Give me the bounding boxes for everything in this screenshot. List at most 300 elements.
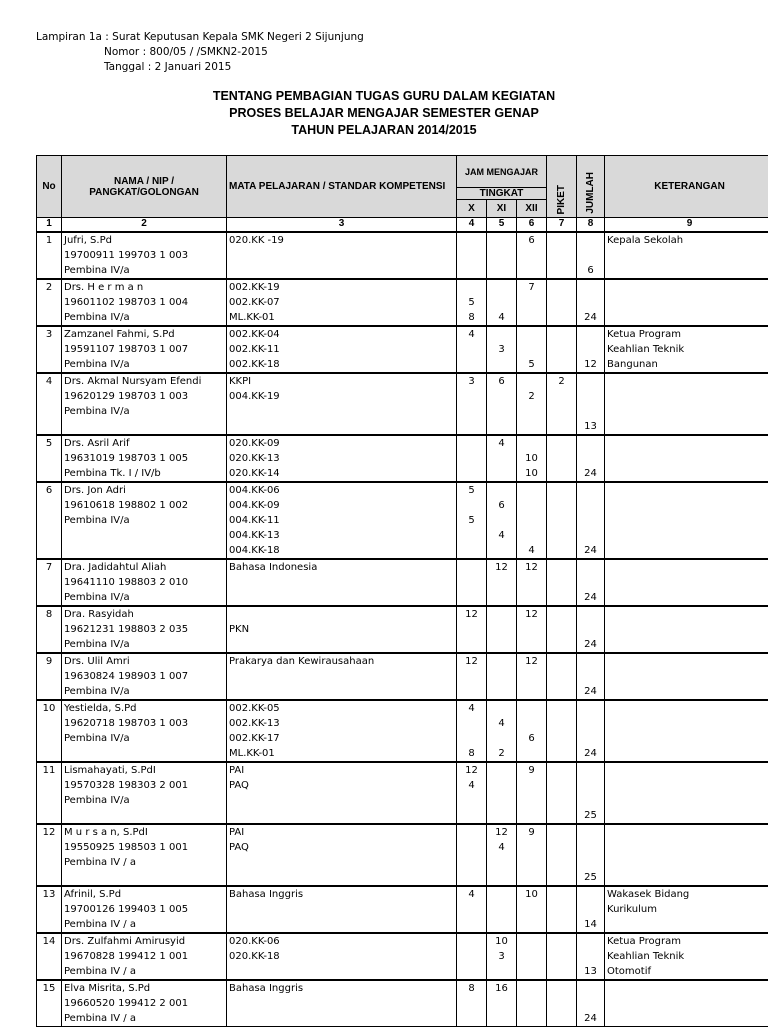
hours-x-line: 4 <box>459 778 484 793</box>
duty-hours-line <box>549 716 574 731</box>
row-number-text: 8 <box>39 607 59 622</box>
hours-xi-line <box>489 233 514 248</box>
duty-hours-line <box>549 701 574 716</box>
teacher-info-line: Drs. Zulfahmi Amirusyid <box>64 934 224 949</box>
subject-list-line <box>229 793 454 808</box>
duty-hours-line <box>549 778 574 793</box>
hours-xi-line <box>489 684 514 699</box>
total-hours <box>577 435 605 482</box>
teacher-info-line: Drs. Ulil Amri <box>64 654 224 669</box>
teacher-info-line: 19591107 198703 1 007 <box>64 342 224 357</box>
hours-xii-line <box>519 855 544 870</box>
header-attachment-line: Lampiran 1a : Surat Keputusan Kepala SMK Negeri 2 Sijunjung <box>36 30 364 45</box>
row-number-text: 5 <box>39 436 59 451</box>
hours-xi-line <box>489 731 514 746</box>
duty-hours-line <box>549 746 574 761</box>
subject-list <box>227 762 457 824</box>
hours-x-line <box>459 840 484 855</box>
total-hours-line <box>579 342 602 357</box>
subject-list-line <box>229 870 454 885</box>
subject-list-line: ML.KK-01 <box>229 310 454 325</box>
subject-list <box>227 824 457 886</box>
hours-xi-line <box>489 575 514 590</box>
duty-hours-line <box>549 327 574 342</box>
total-hours-line: 24 <box>579 746 602 761</box>
duty-hours-line <box>549 528 574 543</box>
duty-hours-line <box>549 263 574 278</box>
row-number <box>37 653 62 700</box>
teacher-info <box>62 886 227 933</box>
hours-xi-line <box>489 280 514 295</box>
duty-hours-line <box>549 731 574 746</box>
total-hours-line: 24 <box>579 466 602 481</box>
hours-x-line <box>459 917 484 932</box>
hours-xii-line <box>519 917 544 932</box>
subject-list-line: Bahasa Inggris <box>229 887 454 902</box>
hours-xii <box>517 232 547 279</box>
hours-xi-line <box>489 466 514 481</box>
notes-line: Wakasek Bidang <box>607 887 768 902</box>
teacher-info-line: 19620718 198703 1 003 <box>64 716 224 731</box>
total-hours-line <box>579 528 602 543</box>
hours-xii <box>517 482 547 559</box>
subject-list-line: 002.KK-19 <box>229 280 454 295</box>
hours-x-line: 4 <box>459 887 484 902</box>
teacher-info-line: Pembina IV/a <box>64 310 224 325</box>
teacher-info-line <box>64 808 224 823</box>
teacher-info <box>62 762 227 824</box>
hours-xii-line <box>519 996 544 1011</box>
subject-list-line: 004.KK-18 <box>229 543 454 558</box>
hours-x-line: 8 <box>459 310 484 325</box>
hours-xi <box>487 279 517 326</box>
hours-x-line <box>459 543 484 558</box>
row-number <box>37 933 62 980</box>
hours-x <box>457 886 487 933</box>
row-number-text: 10 <box>39 701 59 716</box>
total-hours-line <box>579 902 602 917</box>
notes <box>605 482 768 559</box>
header-notes: KETERANGAN <box>605 156 768 218</box>
hours-x-line: 12 <box>459 607 484 622</box>
row-number <box>37 373 62 435</box>
table-row <box>37 232 768 279</box>
column-number-7: 7 <box>547 218 577 232</box>
hours-xii-line: 10 <box>519 466 544 481</box>
total-hours-line <box>579 763 602 778</box>
subject-list-line <box>229 263 454 278</box>
hours-x <box>457 232 487 279</box>
total-hours-line: 12 <box>579 357 602 372</box>
hours-xii-line <box>519 528 544 543</box>
hours-xii-line: 2 <box>519 389 544 404</box>
teacher-info-line: 19621231 198803 2 035 <box>64 622 224 637</box>
row-number <box>37 824 62 886</box>
header-teaching-hours: JAM MENGAJAR <box>457 156 547 188</box>
subject-list <box>227 653 457 700</box>
hours-xi-line: 3 <box>489 949 514 964</box>
notes <box>605 435 768 482</box>
subject-list-line: 020.KK-13 <box>229 451 454 466</box>
hours-xi-line <box>489 996 514 1011</box>
duty-hours <box>547 559 577 606</box>
subject-list-line: 002.KK-07 <box>229 295 454 310</box>
notes-line: Ketua Program <box>607 327 768 342</box>
notes <box>605 700 768 762</box>
row-number <box>37 980 62 1027</box>
subject-list-line: Bahasa Inggris <box>229 981 454 996</box>
table-row <box>37 326 768 373</box>
header-no: No <box>37 156 62 218</box>
teacher-info-line: 19641110 198803 2 010 <box>64 575 224 590</box>
duty-hours-line <box>549 295 574 310</box>
column-number-3: 3 <box>227 218 457 232</box>
hours-xi-line <box>489 263 514 278</box>
notes <box>605 279 768 326</box>
header-grade-xi: XI <box>487 200 517 218</box>
hours-xi-line: 12 <box>489 560 514 575</box>
hours-xi-line <box>489 1011 514 1026</box>
total-hours-line <box>579 483 602 498</box>
duty-hours <box>547 279 577 326</box>
duty-hours-line <box>549 451 574 466</box>
hours-xii-line: 6 <box>519 731 544 746</box>
teacher-assignment-table <box>36 155 768 1027</box>
hours-xi-line: 6 <box>489 374 514 389</box>
row-number <box>37 762 62 824</box>
table-row <box>37 279 768 326</box>
teacher-info-line: Pembina IV/a <box>64 263 224 278</box>
teacher-info-line: 19550925 198503 1 001 <box>64 840 224 855</box>
subject-list-line: 020.KK-09 <box>229 436 454 451</box>
hours-x-line <box>459 716 484 731</box>
hours-x-line <box>459 870 484 885</box>
row-number <box>37 700 62 762</box>
duty-hours-line <box>549 917 574 932</box>
total-hours <box>577 326 605 373</box>
hours-x-line <box>459 637 484 652</box>
duty-hours <box>547 933 577 980</box>
hours-xi <box>487 482 517 559</box>
duty-hours <box>547 606 577 653</box>
duty-hours <box>547 232 577 279</box>
total-hours <box>577 886 605 933</box>
duty-hours-line <box>549 949 574 964</box>
column-number-4: 4 <box>457 218 487 232</box>
hours-x-line <box>459 934 484 949</box>
hours-xii <box>517 326 547 373</box>
hours-x <box>457 606 487 653</box>
teacher-info-line: Pembina IV/a <box>64 731 224 746</box>
teacher-info-line: 19660520 199412 2 001 <box>64 996 224 1011</box>
notes <box>605 933 768 980</box>
subject-list-line <box>229 575 454 590</box>
hours-xii-line <box>519 342 544 357</box>
hours-xii-line <box>519 419 544 434</box>
hours-xi-line <box>489 295 514 310</box>
teacher-info-line: Pembina IV / a <box>64 964 224 979</box>
subject-list-line: 004.KK-09 <box>229 498 454 513</box>
row-number <box>37 606 62 653</box>
duty-hours-line <box>549 419 574 434</box>
table-row <box>37 606 768 653</box>
hours-x-line <box>459 684 484 699</box>
row-number-text: 14 <box>39 934 59 949</box>
total-hours-line <box>579 716 602 731</box>
hours-xi-line <box>489 622 514 637</box>
total-hours-line <box>579 607 602 622</box>
duty-hours-line <box>549 357 574 372</box>
hours-x-line <box>459 855 484 870</box>
hours-xii-line <box>519 793 544 808</box>
duty-hours-line <box>549 808 574 823</box>
total-hours-line <box>579 731 602 746</box>
hours-x <box>457 700 487 762</box>
hours-xi-line <box>489 917 514 932</box>
hours-x-line: 4 <box>459 327 484 342</box>
hours-xii-line <box>519 1011 544 1026</box>
hours-xi-line <box>489 404 514 419</box>
total-hours-line <box>579 233 602 248</box>
hours-x-line: 12 <box>459 763 484 778</box>
hours-x-line <box>459 825 484 840</box>
hours-x-line <box>459 731 484 746</box>
hours-xii <box>517 559 547 606</box>
total-hours-line <box>579 793 602 808</box>
subject-list-line: 002.KK-13 <box>229 716 454 731</box>
hours-xii <box>517 373 547 435</box>
subject-list <box>227 482 457 559</box>
hours-xii-line <box>519 981 544 996</box>
subject-list-line: KKPI <box>229 374 454 389</box>
total-hours-line <box>579 436 602 451</box>
subject-list-line <box>229 419 454 434</box>
hours-xii-line <box>519 436 544 451</box>
subject-list-line: 002.KK-05 <box>229 701 454 716</box>
duty-hours-line <box>549 684 574 699</box>
row-number <box>37 435 62 482</box>
row-number-text: 4 <box>39 374 59 389</box>
hours-x-line <box>459 404 484 419</box>
hours-xii-line <box>519 808 544 823</box>
hours-xi <box>487 435 517 482</box>
hours-xii-line: 6 <box>519 233 544 248</box>
teacher-info <box>62 824 227 886</box>
total-hours-line <box>579 389 602 404</box>
duty-hours-line: 2 <box>549 374 574 389</box>
teacher-info-line: Pembina IV / a <box>64 917 224 932</box>
hours-xii <box>517 606 547 653</box>
hours-xi-line <box>489 887 514 902</box>
hours-x-line: 8 <box>459 746 484 761</box>
hours-x-line: 3 <box>459 374 484 389</box>
header-name: NAMA / NIP / PANGKAT/GOLONGAN <box>62 156 227 218</box>
duty-hours-line <box>549 436 574 451</box>
duty-hours-line <box>549 654 574 669</box>
doc-header <box>36 30 364 75</box>
subject-list-line: ML.KK-01 <box>229 746 454 761</box>
total-hours <box>577 653 605 700</box>
subject-list <box>227 435 457 482</box>
hours-xi-line <box>489 855 514 870</box>
notes <box>605 980 768 1027</box>
row-number-text: 13 <box>39 887 59 902</box>
total-hours-line <box>579 840 602 855</box>
total-hours-line <box>579 996 602 1011</box>
header-subject: MATA PELAJARAN / STANDAR KOMPETENSI <box>227 156 457 218</box>
teacher-info <box>62 606 227 653</box>
doc-title-line-3: TAHUN PELAJARAN 2014/2015 <box>0 122 768 139</box>
duty-hours <box>547 482 577 559</box>
teacher-info-line: Pembina IV / a <box>64 1011 224 1026</box>
hours-xi-line: 4 <box>489 528 514 543</box>
subject-list <box>227 326 457 373</box>
teacher-info <box>62 232 227 279</box>
teacher-info-line <box>64 543 224 558</box>
total-hours-line: 24 <box>579 684 602 699</box>
duty-hours-line <box>549 590 574 605</box>
hours-x-line <box>459 436 484 451</box>
hours-xi <box>487 326 517 373</box>
row-number-text: 6 <box>39 483 59 498</box>
hours-xi <box>487 762 517 824</box>
hours-xii-line: 10 <box>519 887 544 902</box>
hours-xii-line <box>519 840 544 855</box>
hours-xii <box>517 435 547 482</box>
teacher-info <box>62 980 227 1027</box>
hours-x-line <box>459 575 484 590</box>
teacher-info-line: Zamzanel Fahmi, S.Pd <box>64 327 224 342</box>
hours-xi-line: 4 <box>489 716 514 731</box>
total-hours-line <box>579 934 602 949</box>
notes-line: Keahlian Teknik <box>607 949 768 964</box>
hours-x-line <box>459 590 484 605</box>
row-number <box>37 482 62 559</box>
column-number-6: 6 <box>517 218 547 232</box>
duty-hours-line <box>549 310 574 325</box>
duty-hours <box>547 824 577 886</box>
hours-x-line <box>459 389 484 404</box>
teacher-info-line: Afrinil, S.Pd <box>64 887 224 902</box>
total-hours-line <box>579 622 602 637</box>
hours-xii-line <box>519 964 544 979</box>
doc-title-line-2: PROSES BELAJAR MENGAJAR SEMESTER GENAP <box>0 105 768 122</box>
table-row <box>37 824 768 886</box>
hours-xii <box>517 762 547 824</box>
teacher-info-line: 19700126 199403 1 005 <box>64 902 224 917</box>
teacher-info-line: Pembina IV / a <box>64 855 224 870</box>
teacher-info-line <box>64 746 224 761</box>
teacher-info-line: Jufri, S.Pd <box>64 233 224 248</box>
notes-line: Otomotif <box>607 964 768 979</box>
hours-x <box>457 762 487 824</box>
hours-xii-line <box>519 483 544 498</box>
hours-x-line <box>459 560 484 575</box>
notes-line: Keahlian Teknik <box>607 342 768 357</box>
teacher-info-line: 19610618 198802 1 002 <box>64 498 224 513</box>
notes <box>605 653 768 700</box>
subject-list-line <box>229 248 454 263</box>
duty-hours-line <box>549 934 574 949</box>
table-row <box>37 700 768 762</box>
duty-hours-line <box>549 870 574 885</box>
subject-list-line: 020.KK-06 <box>229 934 454 949</box>
subject-list-line: 004.KK-06 <box>229 483 454 498</box>
teacher-info-line: Lismahayati, S.PdI <box>64 763 224 778</box>
notes-line: Kepala Sekolah <box>607 233 768 248</box>
hours-xii <box>517 886 547 933</box>
row-number <box>37 326 62 373</box>
row-number <box>37 559 62 606</box>
notes <box>605 606 768 653</box>
subject-list-line: 002.KK-18 <box>229 357 454 372</box>
hours-xi-line: 4 <box>489 310 514 325</box>
total-hours-line: 13 <box>579 419 602 434</box>
subject-list-line <box>229 669 454 684</box>
hours-xi-line <box>489 763 514 778</box>
total-hours-line <box>579 451 602 466</box>
hours-xi-line <box>489 607 514 622</box>
subject-list-line: 004.KK-13 <box>229 528 454 543</box>
hours-xi-line <box>489 389 514 404</box>
duty-hours <box>547 373 577 435</box>
total-hours-line: 6 <box>579 263 602 278</box>
total-hours-line <box>579 701 602 716</box>
duty-hours <box>547 762 577 824</box>
teacher-info-line: Pembina IV/a <box>64 637 224 652</box>
subject-list-line: PAI <box>229 763 454 778</box>
duty-hours-line <box>549 855 574 870</box>
hours-xii-line <box>519 295 544 310</box>
hours-xii-line <box>519 949 544 964</box>
total-hours-line: 24 <box>579 637 602 652</box>
notes <box>605 326 768 373</box>
row-number <box>37 886 62 933</box>
hours-x <box>457 279 487 326</box>
hours-x-line <box>459 902 484 917</box>
hours-xi-line <box>489 543 514 558</box>
hours-xii-line <box>519 746 544 761</box>
duty-hours-line <box>549 575 574 590</box>
subject-list <box>227 279 457 326</box>
hours-x-line <box>459 996 484 1011</box>
teacher-info-line: Yestielda, S.Pd <box>64 701 224 716</box>
hours-xii-line <box>519 310 544 325</box>
row-number-text: 7 <box>39 560 59 575</box>
teacher-info <box>62 559 227 606</box>
hours-x-line: 5 <box>459 483 484 498</box>
duty-hours-line <box>549 840 574 855</box>
table-row <box>37 980 768 1027</box>
hours-xii-line: 7 <box>519 280 544 295</box>
subject-list-line: PAQ <box>229 778 454 793</box>
teacher-info <box>62 700 227 762</box>
hours-xi-line <box>489 808 514 823</box>
table-row <box>37 373 768 435</box>
total-hours-line <box>579 887 602 902</box>
teacher-info-line: 19630824 198903 1 007 <box>64 669 224 684</box>
total-hours <box>577 933 605 980</box>
subject-list-line: 004.KK-11 <box>229 513 454 528</box>
hours-xi-line <box>489 669 514 684</box>
hours-xi-line <box>489 964 514 979</box>
hours-xii <box>517 980 547 1027</box>
hours-xii <box>517 824 547 886</box>
teacher-info-line: Pembina IV/a <box>64 684 224 699</box>
hours-xi-line <box>489 483 514 498</box>
teacher-info-line: Pembina IV/a <box>64 357 224 372</box>
duty-hours-line <box>549 637 574 652</box>
